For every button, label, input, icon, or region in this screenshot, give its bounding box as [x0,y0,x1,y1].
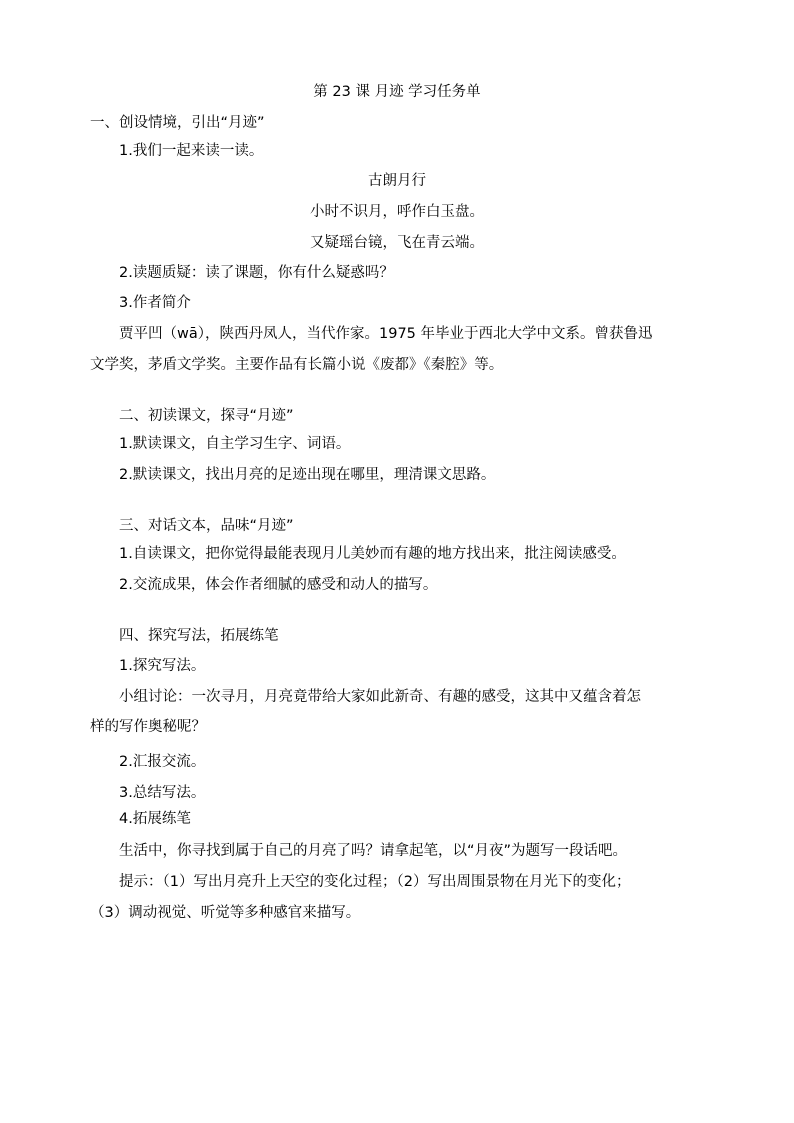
discussion-line-2: 样的写作奥秘呢？ [90,719,206,735]
poem-line-1: 小时不识月，呼作白玉盘。 [310,204,484,220]
section-2-item-1: 1.默读课文，自主学习生字、词语。 [119,436,351,452]
hint-line-2: （3）调动视觉、听觉等多种感官来描写。 [90,905,361,921]
section-3-heading: 三、对话文本，品味“月迹” [119,518,294,534]
section-2-item-2: 2.默读课文，找出月亮的足迹出现在哪里，理清课文思路。 [119,467,496,483]
section-2-heading: 二、初读课文，探寻“月迹” [119,408,294,424]
section-4-item-2: 2.汇报交流。 [119,754,206,770]
page-title: 第 23 课 月迹 学习任务单 [313,84,481,100]
poem-title: 古朗月行 [368,173,426,189]
author-intro-line-2: 文学奖，茅盾文学奖。主要作品有长篇小说《废都》《秦腔》等。 [90,357,504,373]
section-4-item-1: 1.探究写法。 [119,658,206,674]
section-1-item-3: 3.作者简介 [119,295,191,311]
section-4-heading: 四、探究写法，拓展练笔 [119,628,279,644]
poem-line-2: 又疑瑶台镜，飞在青云端。 [310,235,484,251]
practice-prompt: 生活中，你寻找到属于自己的月亮了吗？请拿起笔，以“月夜”为题写一段话吧。 [119,843,628,859]
section-1-heading: 一、创设情境，引出“月迹” [90,115,265,131]
section-1-item-2: 2.读题质疑：读了课题，你有什么疑惑吗？ [119,265,394,281]
section-3-item-1: 1.自读课文，把你觉得最能表现月儿美妙而有趣的地方找出来，批注阅读感受。 [119,546,626,562]
section-1-item-1: 1.我们一起来读一读。 [119,143,264,159]
section-4-item-4: 4.拓展练笔 [119,811,191,827]
hint-line-1: 提示：（1）写出月亮升上天空的变化过程；（2）写出周围景物在月光下的变化； [119,874,631,890]
discussion-line-1: 小组讨论：一次寻月，月亮竟带给大家如此新奇、有趣的感受，这其中又蕴含着怎 [119,689,641,705]
section-3-item-2: 2.交流成果，体会作者细腻的感受和动人的描写。 [119,577,438,593]
section-4-item-3: 3.总结写法。 [119,785,206,801]
author-intro-line-1: 贾平凹（wā），陕西丹凤人，当代作家。1975 年毕业于西北大学中文系。曾获鲁迅 [119,326,653,342]
